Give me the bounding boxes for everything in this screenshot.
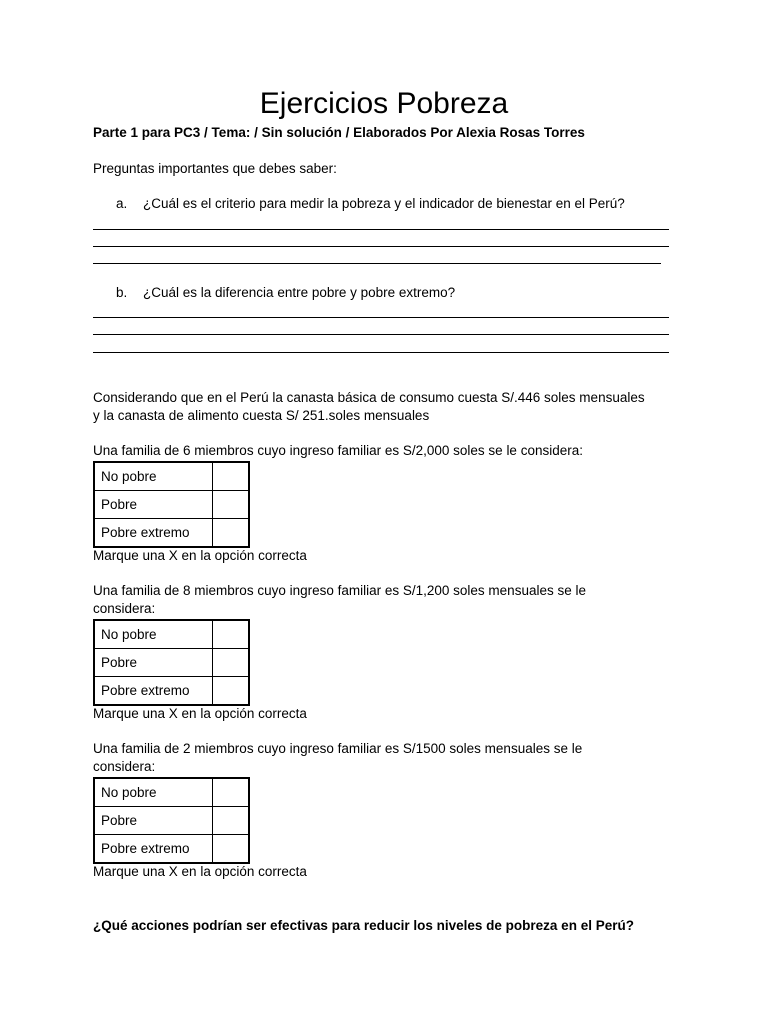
option-label: Pobre [94, 807, 213, 835]
question-a-text: ¿Cuál es el criterio para medir la pobreza y el indicador de bienestar en el Perú? [143, 196, 625, 211]
option-row [94, 649, 249, 677]
option-checkbox[interactable] [213, 519, 250, 548]
case-1-instruction: Marque una X en la opción correcta [93, 548, 307, 563]
answer-line[interactable] [93, 229, 669, 230]
question-b-text: ¿Cuál es la diferencia entre pobre y pobre extremo? [143, 285, 456, 300]
option-label: Pobre [94, 649, 213, 677]
option-checkbox[interactable] [213, 462, 250, 491]
option-checkbox[interactable] [213, 649, 250, 677]
answer-line[interactable] [93, 317, 669, 318]
case-1-options-table [93, 461, 250, 548]
question-a-marker: a. [116, 196, 128, 211]
answer-line[interactable] [93, 334, 669, 335]
option-row [94, 778, 249, 807]
question-b-marker: b. [116, 285, 128, 300]
option-checkbox[interactable] [213, 677, 250, 706]
case-2-question-line-2: considera: [93, 601, 156, 616]
option-label: No pobre [94, 778, 213, 807]
option-row [94, 462, 249, 491]
intro-text: Preguntas importantes que debes saber: [93, 161, 337, 176]
page-title: Ejercicios Pobreza [259, 87, 509, 120]
option-row [94, 519, 249, 548]
case-3-question-line-1: Una familia de 2 miembros cuyo ingreso familiar es S/1500 soles mensuales se le [93, 741, 583, 756]
final-question: ¿Qué acciones podrían ser efectivas para reducir los niveles de pobreza en el Perú? [93, 918, 634, 933]
option-label: Pobre extremo [94, 835, 213, 864]
option-row [94, 807, 249, 835]
option-label: Pobre [94, 491, 213, 519]
case-3-instruction: Marque una X en la opción correcta [93, 864, 307, 879]
page-subtitle: Parte 1 para PC3 / Tema: / Sin solución / Elaborados Por Alexia Rosas Torres [93, 125, 585, 140]
option-row [94, 491, 249, 519]
option-row [94, 677, 249, 706]
answer-line[interactable] [93, 246, 669, 247]
case-1-question: Una familia de 6 miembros cuyo ingreso familiar es S/2,000 soles se le considera: [93, 443, 583, 458]
answer-line[interactable] [93, 352, 669, 353]
option-label: No pobre [94, 462, 213, 491]
option-label: Pobre extremo [94, 519, 213, 548]
case-2-instruction: Marque una X en la opción correcta [93, 706, 307, 721]
case-3-question-line-2: considera: [93, 759, 156, 774]
option-checkbox[interactable] [213, 807, 250, 835]
option-checkbox[interactable] [213, 835, 250, 864]
case-3-options-table [93, 777, 250, 864]
context-line-1: Considerando que en el Perú la canasta básica de consumo cuesta S/.446 soles mensuales [93, 390, 645, 405]
option-checkbox[interactable] [213, 778, 250, 807]
case-2-question-line-1: Una familia de 8 miembros cuyo ingreso familiar es S/1,200 soles mensuales se le [93, 583, 586, 598]
option-row [94, 835, 249, 864]
option-checkbox[interactable] [213, 491, 250, 519]
option-row [94, 620, 249, 649]
option-checkbox[interactable] [213, 620, 250, 649]
option-label: No pobre [94, 620, 213, 649]
context-line-2: y la canasta de alimento cuesta S/ 251.soles mensuales [93, 408, 430, 423]
answer-line[interactable] [93, 263, 661, 264]
option-label: Pobre extremo [94, 677, 213, 706]
case-2-options-table [93, 619, 250, 706]
